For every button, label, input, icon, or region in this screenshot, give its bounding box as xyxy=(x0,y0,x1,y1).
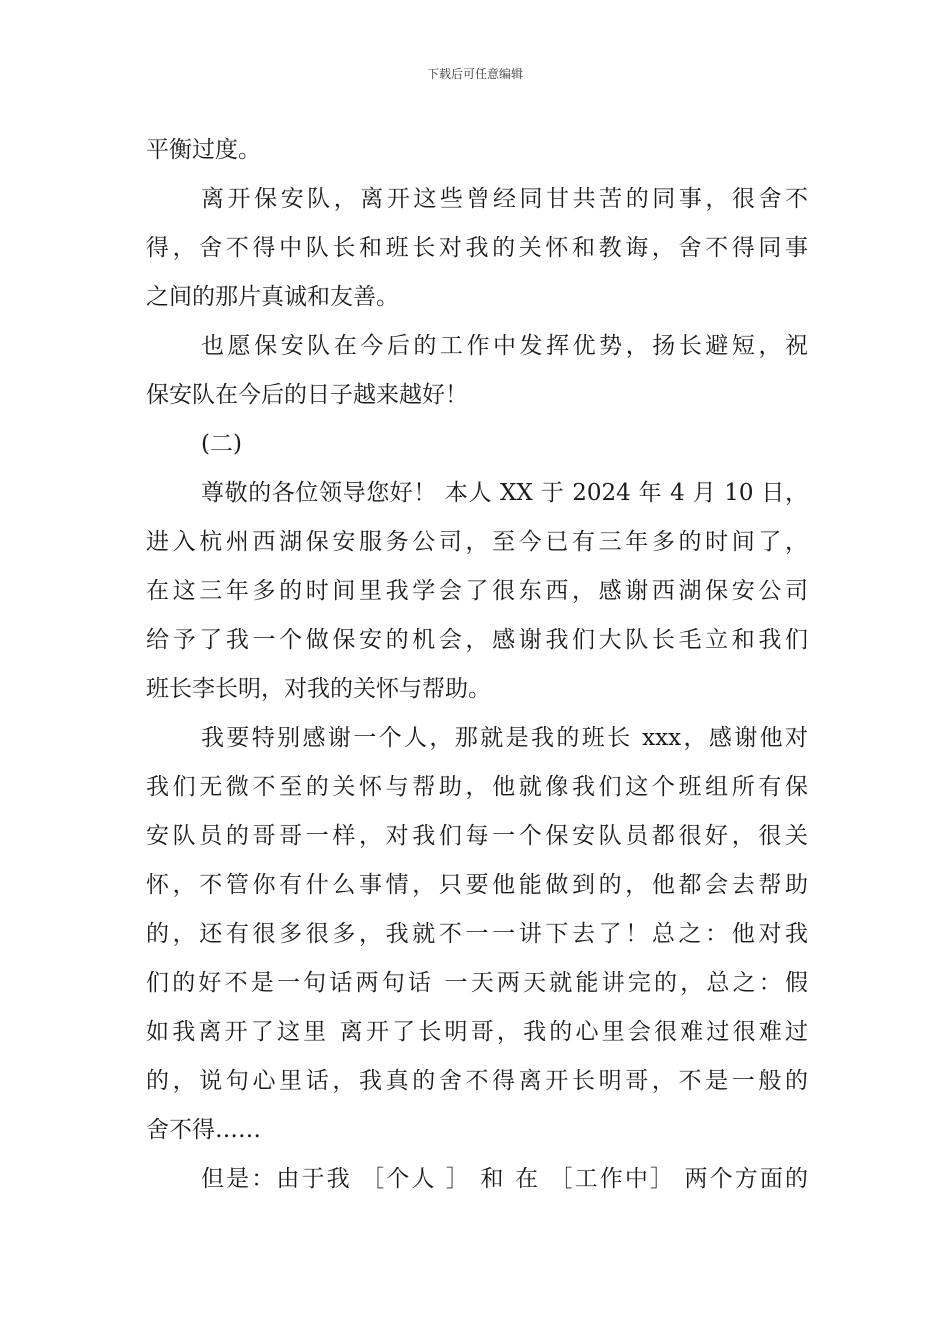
text-line: 的，还有很多很多，我就不一一讲下去了！总之：他对我 xyxy=(146,921,808,947)
text-line: 但是：由于我 ［个人 ］ 和 在 ［工作中］ 两个方面的 xyxy=(201,1166,808,1192)
text-line: 得，舍不得中队长和班长对我的关怀和教诲，舍不得同事 xyxy=(146,235,808,261)
text-line: 之间的那片真诚和友善。 xyxy=(146,284,399,310)
text-line: 保安队在今后的日子越来越好！ xyxy=(146,382,468,408)
document-body xyxy=(146,126,808,1204)
text-line: 我们无微不至的关怀与帮助，他就像我们这个班组所有保 xyxy=(146,774,808,800)
text-line: 安队员的哥哥一样，对我们每一个保安队员都很好，很关 xyxy=(146,823,808,849)
text-line: 给予了我一个做保安的机会，感谢我们大队长毛立和我们 xyxy=(146,627,808,653)
text-line: 尊敬的各位领导您好！ 本人 XX 于 2024 年 4 月 10 日， xyxy=(201,480,808,506)
text-line: 怀，不管你有什么事情，只要他能做到的，他都会去帮助 xyxy=(146,872,808,898)
text-line: 如我离开了这里 离开了长明哥，我的心里会很难过很难过 xyxy=(146,1019,808,1045)
text-line: 的，说句心里话，我真的舍不得离开长明哥，不是一般的 xyxy=(146,1068,808,1094)
section-heading: (二) xyxy=(201,431,242,457)
page-header: 下载后可任意编辑 xyxy=(426,67,523,81)
text-line: 在这三年多的时间里我学会了很东西，感谢西湖保安公司 xyxy=(146,578,808,604)
text-line: 们的好不是一句话两句话 一天两天就能讲完的，总之：假 xyxy=(146,970,808,996)
text-line: 离开保安队，离开这些曾经同甘共苦的同事，很舍不 xyxy=(201,186,808,212)
text-line: 进入杭州西湖保安服务公司，至今已有三年多的时间了， xyxy=(146,529,808,555)
text-line: 班长李长明，对我的关怀与帮助。 xyxy=(146,676,491,702)
text-line: 平衡过度。 xyxy=(146,137,261,163)
text-line: 我要特别感谢一个人，那就是我的班长 xxx，感谢他对 xyxy=(201,725,808,751)
text-line: 舍不得…… xyxy=(146,1117,261,1143)
text-line: 也愿保安队在今后的工作中发挥优势，扬长避短，祝 xyxy=(201,333,808,359)
